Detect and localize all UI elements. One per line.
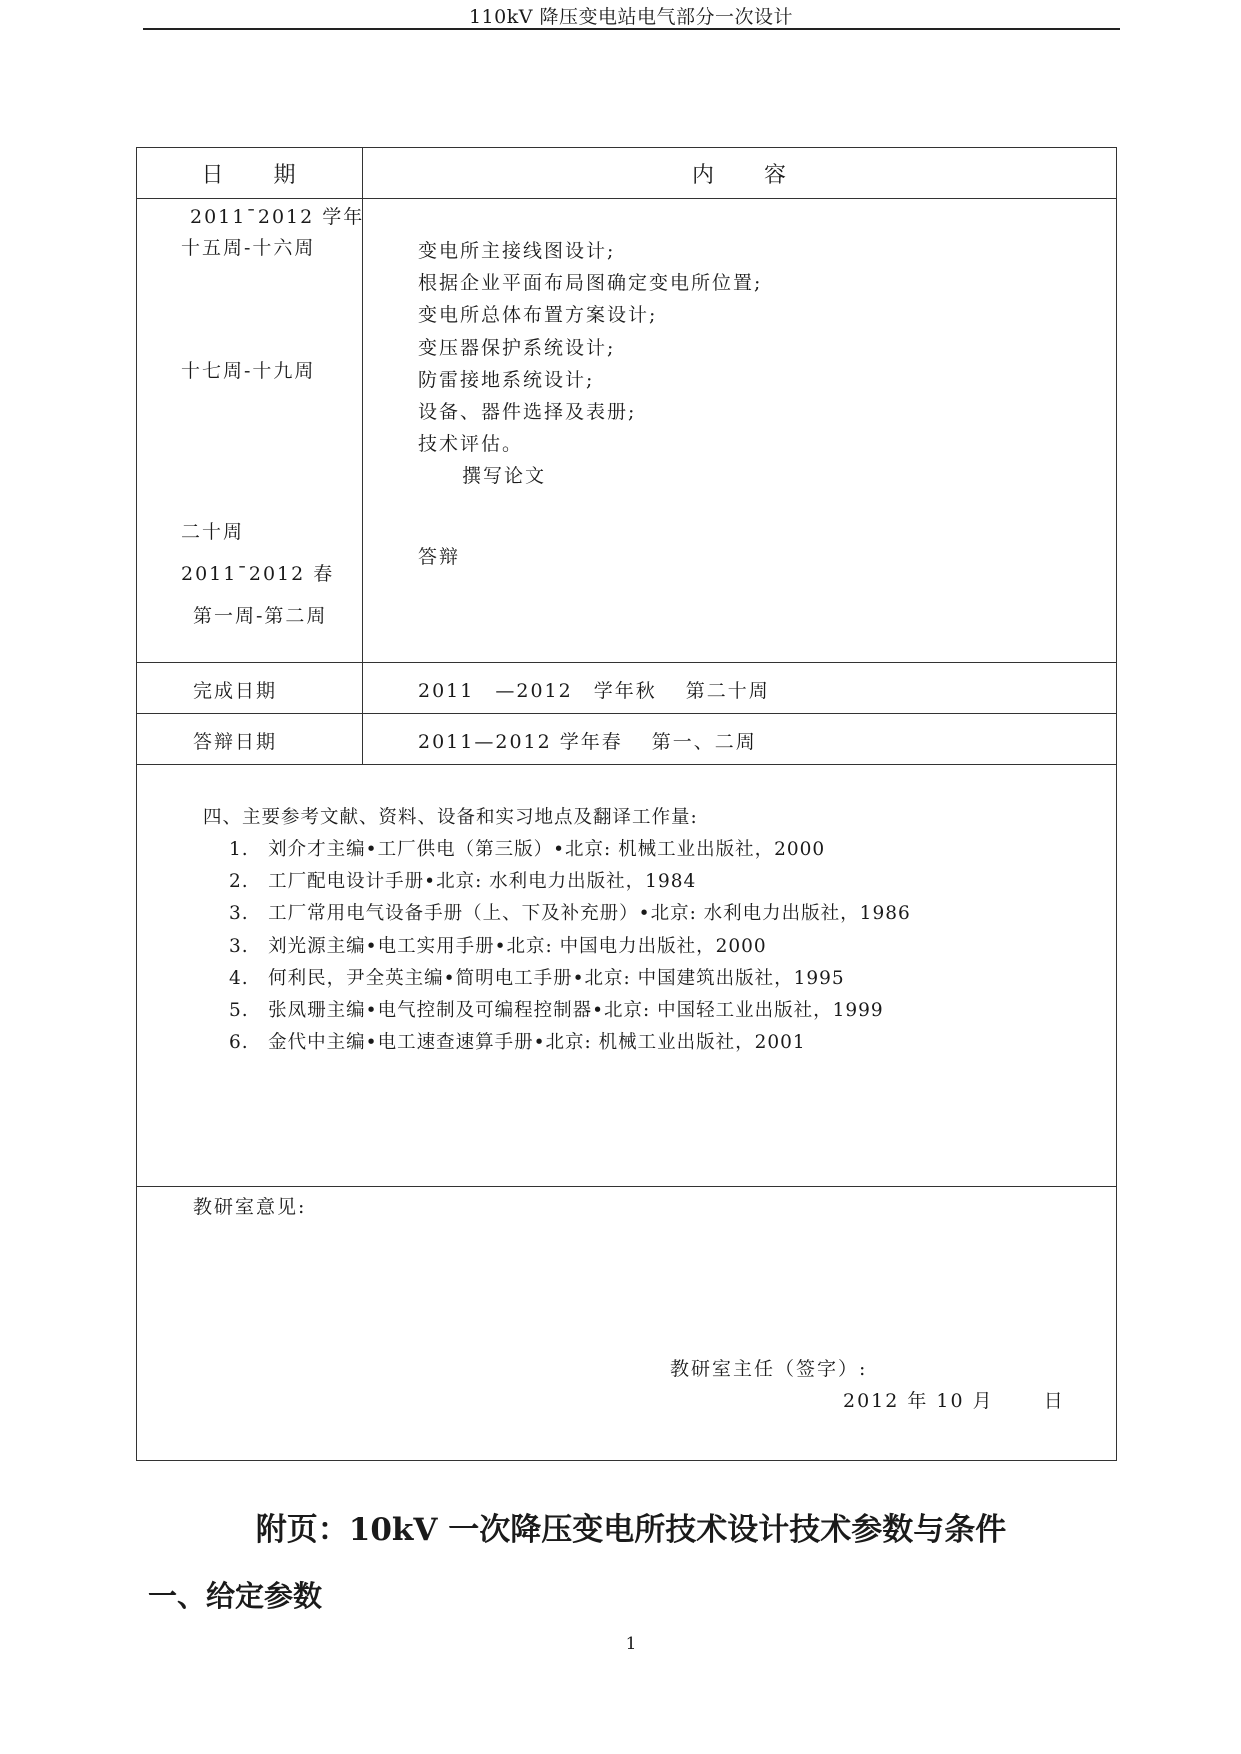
date-line: 2011¯2012 学年: [190, 206, 365, 228]
header-rule: [143, 28, 1120, 30]
page-number: 1: [625, 1634, 637, 1654]
director-signature-label: 教研室主任（签字）:: [670, 1358, 868, 1380]
content-line: 设备、器件选择及表册;: [418, 401, 637, 423]
table-border-bottom: [136, 1460, 1117, 1461]
content-line: 答辩: [418, 546, 461, 568]
column-header-content: 内 容: [691, 163, 788, 188]
reference-item: 2. 工厂配电设计手册•北京: 水利电力出版社，1984: [229, 871, 697, 892]
reference-item: 3. 刘光源主编•电工实用手册•北京: 中国电力出版社，2000: [229, 936, 767, 957]
content-line: 变电所总体布置方案设计;: [418, 304, 658, 326]
reference-item: 3. 工厂常用电气设备手册（上、下及补充册）•北京: 水利电力出版社，1986: [229, 903, 911, 924]
reference-item: 4. 何利民，尹全英主编•简明电工手册•北京: 中国建筑出版社，1995: [229, 968, 845, 989]
page-header-title: 110kV 降压变电站电气部分一次设计: [468, 6, 794, 28]
date-line: 2011¯2012 春: [181, 563, 335, 585]
table-border-top: [136, 147, 1117, 148]
date-line: 十七周-十九周: [181, 360, 316, 382]
references-heading: 四、主要参考文献、资料、设备和实习地点及翻译工作量:: [203, 807, 698, 828]
content-line: 根据企业平面布局图确定变电所位置;: [418, 272, 763, 294]
date-line: 二十周: [181, 521, 245, 543]
reference-item: 1. 刘介才主编•工厂供电（第三版）•北京: 机械工业出版社，2000: [229, 839, 826, 860]
table-border-left: [136, 147, 137, 1461]
content-line: 技术评估。: [418, 433, 524, 455]
completion-date-value: 2011 —2012 学年秋 第二十周: [418, 680, 770, 702]
content-line: 变电所主接线图设计;: [418, 240, 616, 262]
table-border-right: [1116, 147, 1117, 1461]
content-line: 变压器保护系统设计;: [418, 337, 616, 359]
section-title: 一、给定参数: [148, 1579, 323, 1613]
date-line: 十五周-十六周: [181, 237, 316, 259]
date-line: 第一周-第二周: [193, 605, 328, 627]
reference-item: 6. 金代中主编•电工速查速算手册•北京: 机械工业出版社，2001: [229, 1032, 806, 1053]
table-rule-references-end: [136, 1186, 1117, 1187]
appendix-title: 附页：10kV 一次降压变电所技术设计技术参数与条件: [255, 1512, 1007, 1548]
content-line: 防雷接地系统设计;: [418, 369, 595, 391]
table-header-rule: [136, 198, 1117, 199]
column-header-date: 日 期: [201, 163, 298, 188]
reference-item: 5. 张凤珊主编•电气控制及可编程控制器•北京: 中国轻工业出版社，1999: [229, 1000, 884, 1021]
table-column-divider: [362, 147, 363, 764]
signature-date: 2012 年 10 月 日: [843, 1390, 1065, 1412]
opinion-label: 教研室意见:: [193, 1196, 307, 1218]
defense-date-value: 2011—2012 学年春 第一、二周: [418, 731, 757, 753]
defense-date-label: 答辩日期: [193, 731, 278, 753]
table-rule-completion-end: [136, 713, 1117, 714]
table-rule-defense-end: [136, 764, 1117, 765]
completion-date-label: 完成日期: [193, 680, 278, 702]
table-rule-schedule-end: [136, 662, 1117, 663]
content-line: 撰写论文: [462, 465, 547, 487]
